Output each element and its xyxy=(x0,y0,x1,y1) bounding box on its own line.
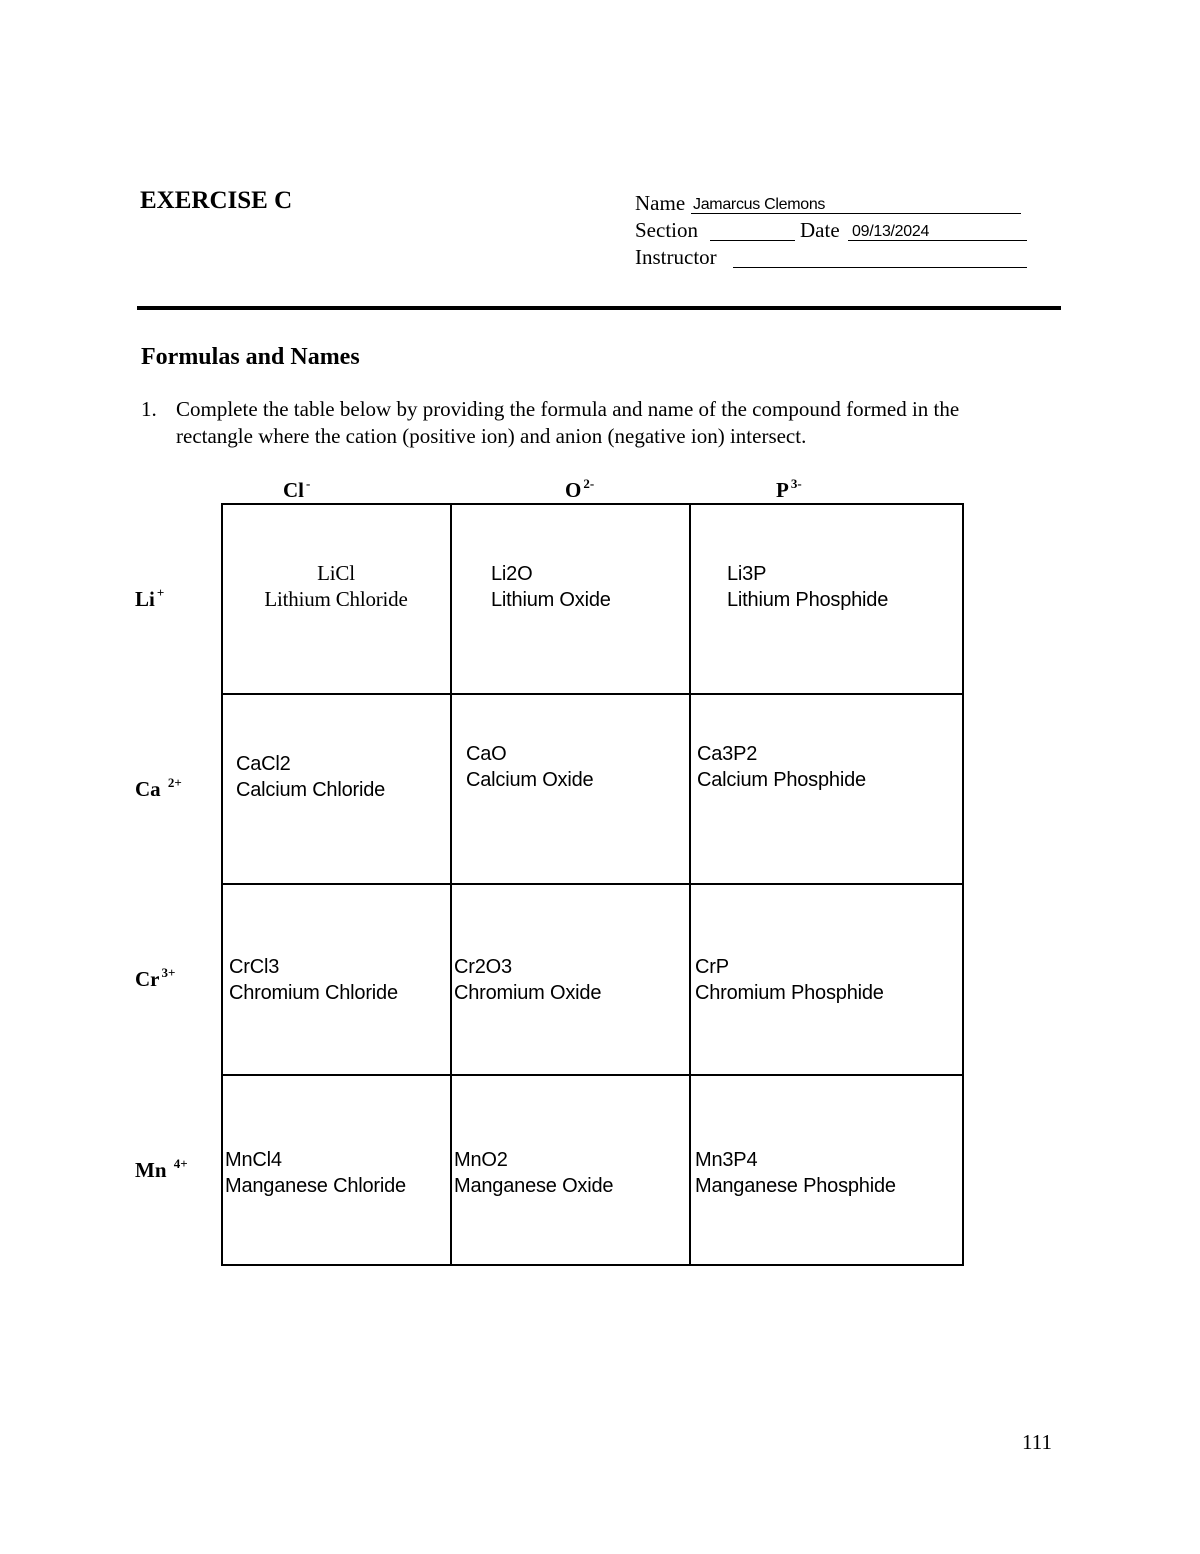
exercise-title: EXERCISE C xyxy=(140,187,293,214)
header-divider xyxy=(137,306,1061,310)
table-cell[interactable] xyxy=(251,560,421,612)
compound-formula: Mn3P4 xyxy=(695,1149,758,1171)
cation-header-chromium: Cr $^{3+}$ xyxy=(135,965,176,991)
table-cell[interactable] xyxy=(454,1147,613,1199)
grid-line xyxy=(221,503,964,505)
section-label: Section xyxy=(635,218,698,242)
compound-name: Manganese Phosphide xyxy=(695,1175,896,1197)
compound-formula: MnO2 xyxy=(454,1149,508,1171)
compound-formula: Cr2O3 xyxy=(454,956,512,978)
compound-formula: CrP xyxy=(695,956,729,978)
table-cell[interactable] xyxy=(727,561,888,613)
date-value: 09/13/2024 xyxy=(852,223,930,240)
instruction-line-2: rectangle where the cation (positive ion) and anion (negative ion) intersect. xyxy=(176,424,807,448)
table-cell[interactable] xyxy=(236,751,385,803)
anion-header-phosphide: P $^{3-}$ xyxy=(776,476,802,502)
instructor-row xyxy=(635,245,1030,271)
name-field[interactable] xyxy=(691,191,1021,214)
compound-formula: Li3P xyxy=(727,563,767,585)
table-cell[interactable] xyxy=(695,1147,896,1199)
cation-header-calcium: Ca $^{2+}$ xyxy=(135,775,182,801)
compound-name: Chromium Chloride xyxy=(229,982,398,1004)
compound-name: Lithium Chloride xyxy=(264,587,408,611)
table-cell[interactable] xyxy=(466,741,593,793)
compound-name: Calcium Chloride xyxy=(236,779,386,801)
compound-name: Chromium Oxide xyxy=(454,982,602,1004)
table-cell[interactable] xyxy=(225,1147,406,1199)
cation-header-lithium: Li + xyxy=(135,585,165,611)
section-field[interactable] xyxy=(710,218,795,241)
compound-formula: Ca3P2 xyxy=(697,743,758,765)
table-cell[interactable] xyxy=(229,954,398,1006)
compound-formula: CrCl3 xyxy=(229,956,280,978)
name-label: Name xyxy=(635,191,686,215)
compound-grid xyxy=(221,503,964,1266)
table-cell[interactable] xyxy=(454,954,601,1006)
name-value: Jamarcus Clemons xyxy=(693,196,826,213)
anion-header-oxide: O $^{2-}$ xyxy=(565,476,595,502)
instruction-line-1: Complete the table below by providing the formula and name of the compound formed in the xyxy=(176,397,960,421)
compound-name: Lithium Phosphide xyxy=(727,589,889,611)
instructor-label: Instructor xyxy=(635,245,717,269)
section-date-row xyxy=(635,218,1030,244)
cation-header-manganese: Mn $^{4+}$ xyxy=(135,1156,188,1182)
table-cell[interactable] xyxy=(697,741,866,793)
date-label: Date xyxy=(800,218,840,242)
compound-formula: MnCl4 xyxy=(225,1149,282,1171)
compound-name: Chromium Phosphide xyxy=(695,982,884,1004)
grid-line xyxy=(221,1074,964,1076)
grid-line xyxy=(221,693,964,695)
compound-name: Calcium Oxide xyxy=(466,769,594,791)
compound-formula: CaCl2 xyxy=(236,753,291,775)
instructor-field[interactable] xyxy=(733,245,1027,268)
grid-line xyxy=(221,1264,964,1266)
compound-name: Calcium Phosphide xyxy=(697,769,866,791)
compound-formula: LiCl xyxy=(317,561,355,585)
section-heading: Formulas and Names xyxy=(141,344,360,370)
compound-name: Lithium Oxide xyxy=(491,589,611,611)
grid-line xyxy=(221,883,964,885)
compound-formula: Li2O xyxy=(491,563,533,585)
compound-formula: CaO xyxy=(466,743,507,765)
item-number: 1. xyxy=(141,397,157,421)
table-cell[interactable] xyxy=(491,561,611,613)
anion-header-chloride: Cl - xyxy=(283,476,311,502)
name-field-row xyxy=(635,191,1025,217)
table-cell[interactable] xyxy=(695,954,884,1006)
compound-name: Manganese Oxide xyxy=(454,1175,614,1197)
date-field[interactable] xyxy=(848,218,1027,241)
page-number: 111 xyxy=(1022,1430,1052,1454)
compound-name: Manganese Chloride xyxy=(225,1175,406,1197)
